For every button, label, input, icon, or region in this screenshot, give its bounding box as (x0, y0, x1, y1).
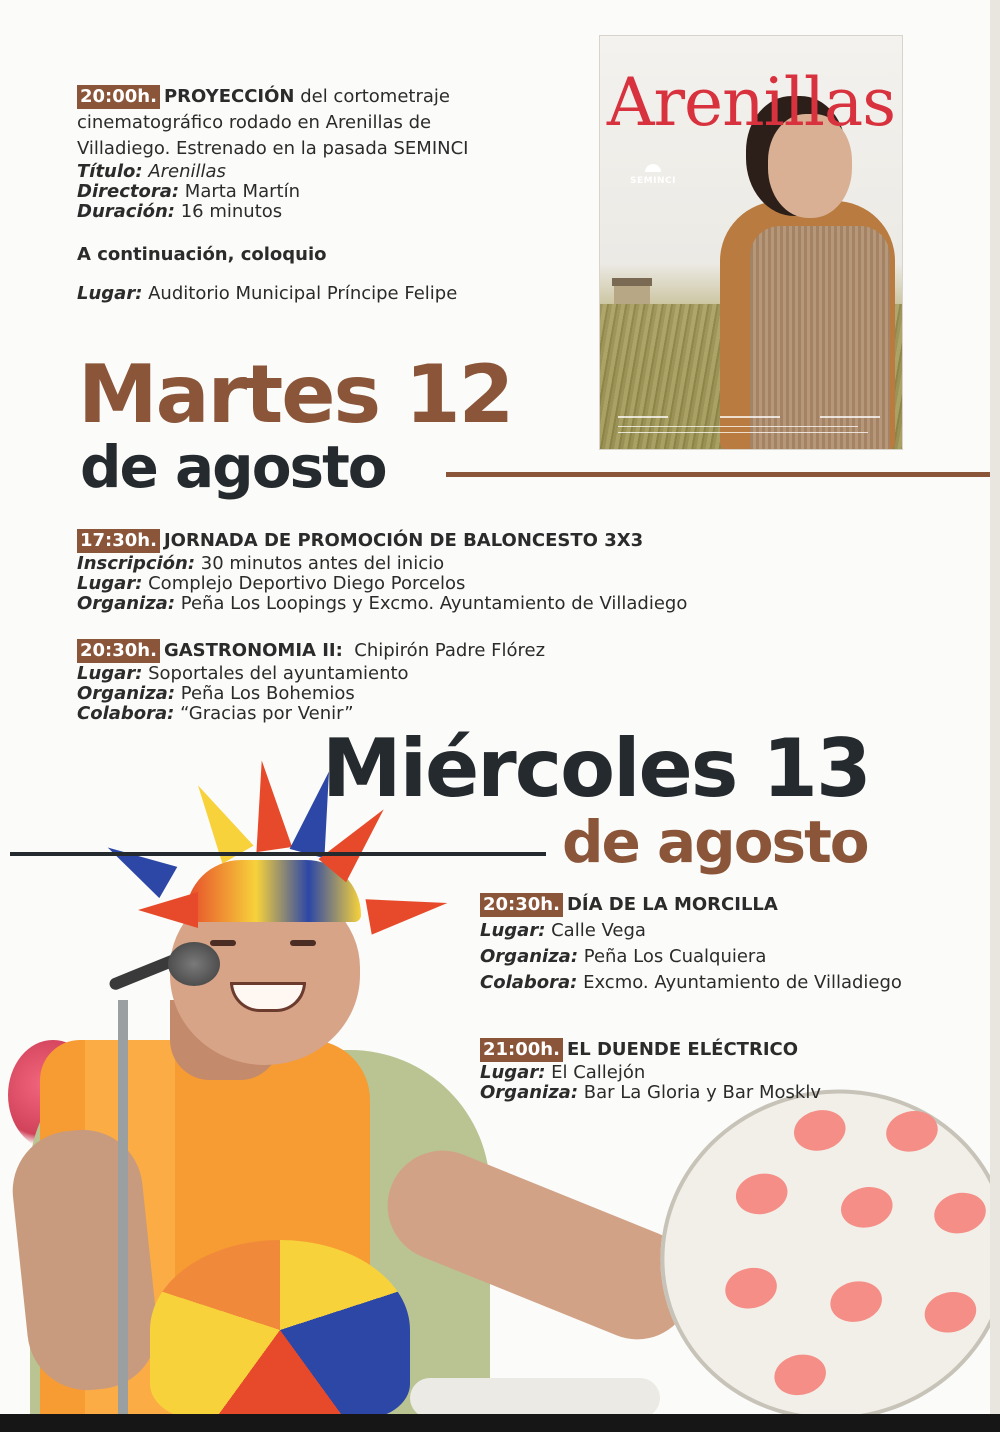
event-desc-line: Villadiego. Estrenado en la pasada SEMINCI (77, 138, 469, 159)
event-detail-line: Organiza: Peña Los Loopings y Excmo. Ayuntamiento de Villadiego (77, 593, 688, 614)
hat-spike (244, 758, 292, 852)
event-proyeccion (77, 84, 587, 307)
event-detail-line: Organiza: Peña Los Bohemios (77, 683, 355, 704)
event-subtitle: Chipirón Padre Flórez (342, 640, 546, 661)
hat-spike (99, 832, 178, 898)
event-time: 20:30h. (77, 639, 160, 663)
event-detail-line: Organiza: Bar La Gloria y Bar Mosklv (480, 1082, 822, 1103)
event-time: 21:00h. (480, 1038, 563, 1062)
event-duende-electrico (480, 1037, 950, 1103)
event-detail-line: Lugar: Soportales del ayuntamiento (77, 663, 409, 684)
film-poster (600, 36, 902, 449)
event-detail-line: Organiza: Peña Los Cualquiera (480, 946, 767, 967)
film-duration-line: Duración: 16 minutos (77, 201, 283, 222)
event-title: GASTRONOMIA II: (163, 640, 343, 661)
divider-rule (446, 472, 992, 477)
drum-dot (790, 1105, 849, 1155)
hat-spike (138, 892, 198, 928)
day-heading-miercoles: Miércoles 13 (322, 722, 870, 815)
event-detail-line: Colabora: “Gracias por Venir” (77, 703, 354, 724)
drum-dot (721, 1263, 780, 1313)
event-detail-line: Lugar: Calle Vega (480, 920, 646, 941)
eye-shape (210, 940, 236, 946)
event-detail-line: Inscripción: 30 minutos antes del inicio (77, 553, 445, 574)
drum-dot (732, 1169, 791, 1219)
event-time: 20:30h. (480, 893, 563, 917)
mic-stand-shape (118, 1000, 128, 1414)
drum-dot (882, 1106, 941, 1156)
drum-dot (771, 1350, 830, 1400)
poster-title: Arenillas (606, 64, 896, 141)
drum-dot (930, 1188, 989, 1238)
event-headline (77, 84, 587, 110)
eye-shape (290, 940, 316, 946)
hat-spike (365, 885, 450, 934)
seminci-laurel-icon: SEMINCI (622, 164, 684, 186)
film-title-line: Título: Arenillas (77, 161, 226, 182)
event-time: 17:30h. (77, 529, 160, 553)
page-edge (990, 0, 1000, 1432)
event-desc-line: cinematográfico rodado en Arenillas de (77, 112, 432, 133)
month-heading-martes: de agosto (80, 433, 386, 501)
second-jester-hat-shape (150, 1240, 410, 1414)
event-time: 20:00h. (77, 85, 160, 109)
event-title: DÍA DE LA MORCILLA (566, 894, 778, 915)
divider-rule (10, 852, 546, 856)
event-title: JORNADA DE PROMOCIÓN DE BALONCESTO 3X3 (163, 530, 644, 551)
pipe-shape (410, 1378, 660, 1414)
drum-dot (921, 1287, 980, 1337)
event-baloncesto (77, 528, 757, 614)
event-morcilla (480, 892, 950, 996)
polka-dot-drum-shape (630, 1057, 1000, 1414)
event-detail-line: Lugar: Complejo Deportivo Diego Porcelos (77, 573, 466, 594)
film-director-line: Directora: Marta Martín (77, 181, 300, 202)
event-detail-line: Colabora: Excmo. Ayuntamiento de Villadiego (480, 972, 902, 993)
day-heading-martes: Martes 12 (78, 348, 513, 441)
event-desc: del cortometraje (294, 86, 450, 107)
event-location-line: Lugar: Auditorio Municipal Príncipe Felipe (77, 283, 458, 304)
poster-credits (600, 414, 902, 449)
hat-spike (182, 776, 253, 863)
event-title: PROYECCIÓN (163, 86, 295, 107)
event-title: EL DUENDE ELÉCTRICO (566, 1039, 799, 1060)
event-gastronomia (77, 638, 757, 724)
event-detail-line: Lugar: El Callejón (480, 1062, 646, 1083)
microphone-shape (168, 942, 220, 986)
coloquio-note: A continuación, coloquio (77, 244, 327, 265)
page-edge (0, 1414, 1000, 1432)
month-heading-miercoles: de agosto (562, 808, 868, 876)
drum-dot (827, 1277, 886, 1327)
drum-dot (837, 1182, 896, 1232)
